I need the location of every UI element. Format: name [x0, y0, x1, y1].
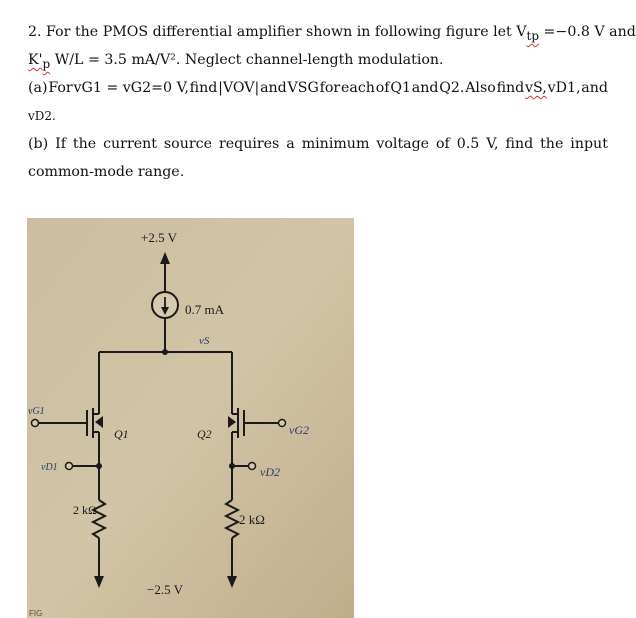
kp-symbol: K' [28, 52, 43, 68]
question-text [28, 18, 636, 186]
word: and [411, 80, 439, 96]
vd2-text: vD2. [28, 109, 56, 123]
word: Q2. [439, 80, 465, 96]
word: input [570, 136, 608, 152]
vtp-subscript: tp [526, 28, 540, 43]
q1-label: Q1 [114, 427, 129, 441]
word: for [319, 80, 341, 96]
word: source [163, 136, 212, 152]
word: the [72, 136, 97, 152]
word: vD1, [547, 80, 581, 96]
r1-label: 2 kΩ [73, 503, 97, 517]
vg2-terminal [279, 420, 286, 427]
word: and [581, 80, 608, 96]
figure-caption-fragment: FIG [29, 609, 43, 618]
photo-background [27, 218, 354, 618]
vd1-node [96, 463, 102, 469]
question-line-4 [28, 102, 608, 130]
word: If [55, 136, 66, 152]
question-line-1 [28, 18, 636, 46]
word: and [260, 80, 287, 96]
word: find [505, 136, 534, 152]
word: the [540, 136, 564, 152]
q2-label: Q2 [197, 427, 212, 441]
word: find [496, 80, 525, 96]
supply-negative-label: −2.5 V [147, 582, 183, 597]
question-intro: 2. For the PMOS differential amplifier shown in following figure let V [28, 24, 527, 40]
vd1-terminal [66, 463, 73, 470]
question-line-6 [28, 158, 608, 186]
question-end: common-mode range. [28, 164, 185, 180]
vd2-terminal [249, 463, 256, 470]
r2-label: 2 kΩ [239, 512, 265, 527]
vd2-label: vD2 [260, 465, 280, 479]
vg2-label: vG2 [289, 423, 309, 437]
word: For [48, 80, 73, 96]
word: a [286, 136, 295, 152]
word: vG1 = vG2=0 V, [73, 80, 189, 96]
word: 0.5 [456, 136, 480, 152]
word: Q1 [390, 80, 411, 96]
word: voltage [376, 136, 430, 152]
word: each [341, 80, 375, 96]
word: (b) [28, 136, 49, 152]
vd2-node [229, 463, 235, 469]
word: Also [465, 80, 496, 96]
question-line-5 [28, 130, 608, 158]
kp-value: W/L = 3.5 mA/V². Neglect channel-length modulation. [50, 52, 444, 68]
vg1-terminal [32, 420, 39, 427]
word: V, [486, 136, 499, 152]
question-line-2 [28, 46, 608, 74]
current-label: 0.7 mA [185, 302, 224, 317]
current-source [152, 292, 178, 318]
word: VSG [287, 80, 319, 96]
word: vS, [525, 80, 547, 96]
word: of [375, 80, 390, 96]
vg1-label: vG1 [28, 406, 45, 417]
word: |VOV| [218, 80, 260, 96]
word: current [103, 136, 157, 152]
word: find [189, 80, 218, 96]
word: of [436, 136, 450, 152]
question-line-3 [28, 74, 608, 102]
question-intro-end: =−0.8 V and [539, 24, 636, 40]
circuit-diagram [27, 218, 354, 618]
kp-subscript: p [42, 56, 51, 71]
vs-label: vS [199, 335, 210, 347]
vd1-label: vD1 [41, 462, 58, 473]
word: minimum [301, 136, 370, 152]
circuit-figure [27, 218, 354, 618]
word: (a) [28, 80, 48, 96]
supply-positive-label: +2.5 V [141, 230, 177, 245]
word: requires [218, 136, 280, 152]
vs-node [162, 349, 168, 355]
